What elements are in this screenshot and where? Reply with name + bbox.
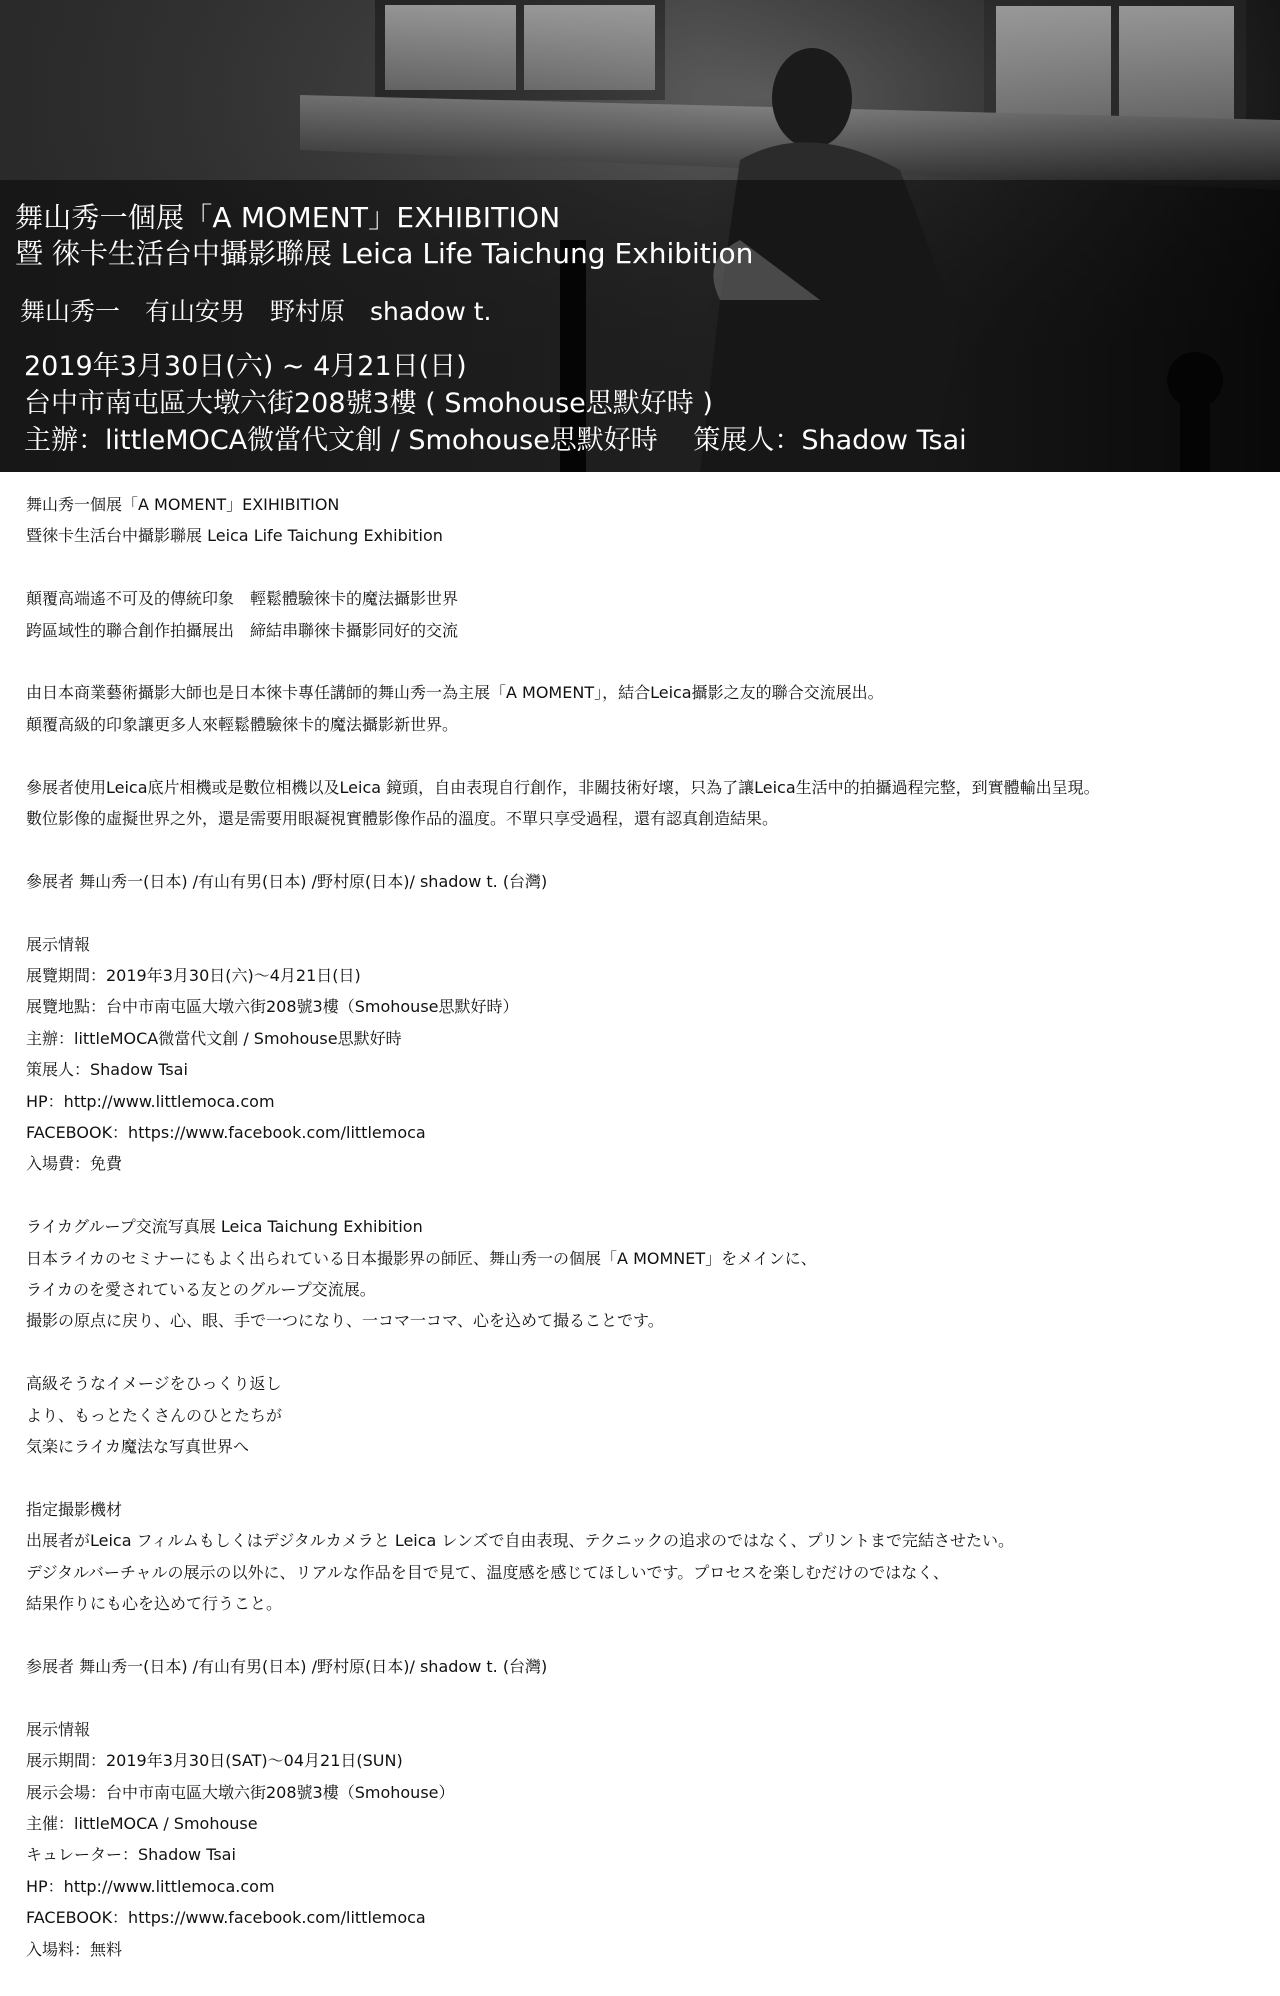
description-line: 入場料：無料 [26,1939,123,1959]
description-line: 顛覆高端遙不可及的傳統印象 輕鬆體驗徠卡的魔法攝影世界 [26,589,459,609]
description-line: 日本ライカのセミナーにもよく出られている日本撮影界の師匠、舞山秀一の個展「A MOMNET」をメインに、 [26,1248,817,1268]
description-line: ライカのを愛されている友とのグループ交流展。 [26,1280,376,1300]
description-line: 気楽にライカ魔法な写真世界へ [26,1437,250,1457]
description-line: 展示期間：2019年3月30日(SAT)～04月21日(SUN) [26,1751,403,1771]
description-line: 策展人：Shadow Tsai [26,1060,188,1080]
description-line: 指定撮影機材 [26,1499,123,1519]
description-line: 參展者使用Leica底片相機或是數位相機以及Leica 鏡頭，自由表現自行創作，非關技術好壞，只為了讓Leica生活中的拍攝過程完整，到實體輸出呈現。 [26,777,1100,797]
description-line: 跨區域性的聯合創作拍攝展出 締結串聯徠卡攝影同好的交流 [26,620,459,640]
description-paragraph [26,489,1256,552]
description-line: 展覽期間：2019年3月30日(六)～4月21日(日) [26,966,361,986]
description-line: 參展者 舞山秀一(日本) /有山有男(日本) /野村原(日本)/ shadow t. (台灣) [26,871,548,891]
description-line: 参展者 舞山秀一(日本) /有山有男(日本) /野村原(日本)/ shadow t. (台灣) [26,1656,548,1676]
description-line: HP：http://www.littlemoca.com [26,1876,275,1896]
description-line: 主催：littleMOCA / Smohouse [26,1813,258,1833]
description-paragraph [26,1651,1256,1682]
description-line: 展示情報 [26,934,91,954]
description-line: 顛覆高級的印象讓更多人來輕鬆體驗徠卡的魔法攝影新世界。 [26,714,459,734]
description-paragraph [26,929,1256,1180]
description-paragraph [26,772,1256,835]
description-line: 結果作りにも心を込めて行うこと。 [26,1594,283,1614]
exhibition-address: 台中市南屯區大墩六街208號3樓 ( Smohouse思默好時 ) [24,388,713,419]
exhibition-date: 2019年3月30日(六) ~ 4月21日(日) [24,351,467,382]
description-line: ライカグループ交流写真展 Leica Taichung Exhibition [26,1217,423,1237]
organizer-curator: 主辦：littleMOCA微當代文創 / Smohouse思默好時 策展人：Shadow Tsai [24,425,967,456]
description-line: FACEBOOK：https://www.facebook.com/littlemoca [26,1123,426,1143]
description-paragraph [26,1211,1256,1337]
hero-banner [0,0,1280,472]
description-line: 數位影像的虛擬世界之外，還是需要用眼凝視實體影像作品的溫度。不單只享受過程，還有認真創造結果。 [26,809,779,829]
description-line: デジタルバーチャルの展示の以外に、リアルな作品を目で見て、温度感を感じてほしいです。プロセスを楽しむだけのではなく、 [26,1562,949,1582]
exhibition-description [26,489,1256,1996]
description-line: 出展者がLeica フィルムもしくはデジタルカメラと Leica レンズで自由表現、テクニックの追求のではなく、プリントまで完結させたい。 [26,1531,1014,1551]
description-paragraph [26,583,1256,646]
description-line: 舞山秀一個展「A MOMENT」EXIHIBITION [26,495,340,514]
description-line: 主辦：littleMOCA微當代文創 / Smohouse思默好時 [26,1028,402,1048]
artist-list: 舞山秀一 有山安男 野村原 shadow t. [20,297,492,326]
description-line: 展示情報 [26,1719,91,1739]
description-line: HP：http://www.littlemoca.com [26,1091,275,1111]
exhibition-title: 舞山秀一個展「A MOMENT」EXHIBITION [15,201,561,234]
description-line: 撮影の原点に戻り、心、眼、手で一つになり、一コマ一コマ、心を込めて撮ることです。 [26,1311,664,1331]
description-paragraph [26,677,1256,740]
description-line: 高級そうなイメージをひっくり返し [26,1374,282,1394]
description-paragraph [26,1368,1256,1462]
exhibition-subtitle: 暨 徠卡生活台中攝影聯展 Leica Life Taichung Exhibition [15,237,754,270]
description-paragraph [26,866,1256,897]
description-paragraph [26,1714,1256,1965]
description-line: 展覽地點：台中市南屯區大墩六街208號3樓（Smohouse思默好時） [26,997,519,1017]
description-line: FACEBOOK：https://www.facebook.com/littlemoca [26,1908,426,1928]
description-line: より、もっとたくさんのひとたちが [26,1405,283,1425]
description-paragraph [26,1494,1256,1620]
description-line: 展示会場：台中市南屯區大墩六街208號3樓（Smohouse） [26,1782,455,1802]
description-line: 由日本商業藝術攝影大師也是日本徠卡專任講師的舞山秀一為主展「A MOMENT」，結合Leica攝影之友的聯合交流展出。 [26,683,884,703]
description-line: 入場費：免費 [26,1154,123,1174]
description-line: 暨徠卡生活台中攝影聯展 Leica Life Taichung Exhibition [26,526,443,546]
description-line: キュレーター：Shadow Tsai [26,1845,236,1865]
